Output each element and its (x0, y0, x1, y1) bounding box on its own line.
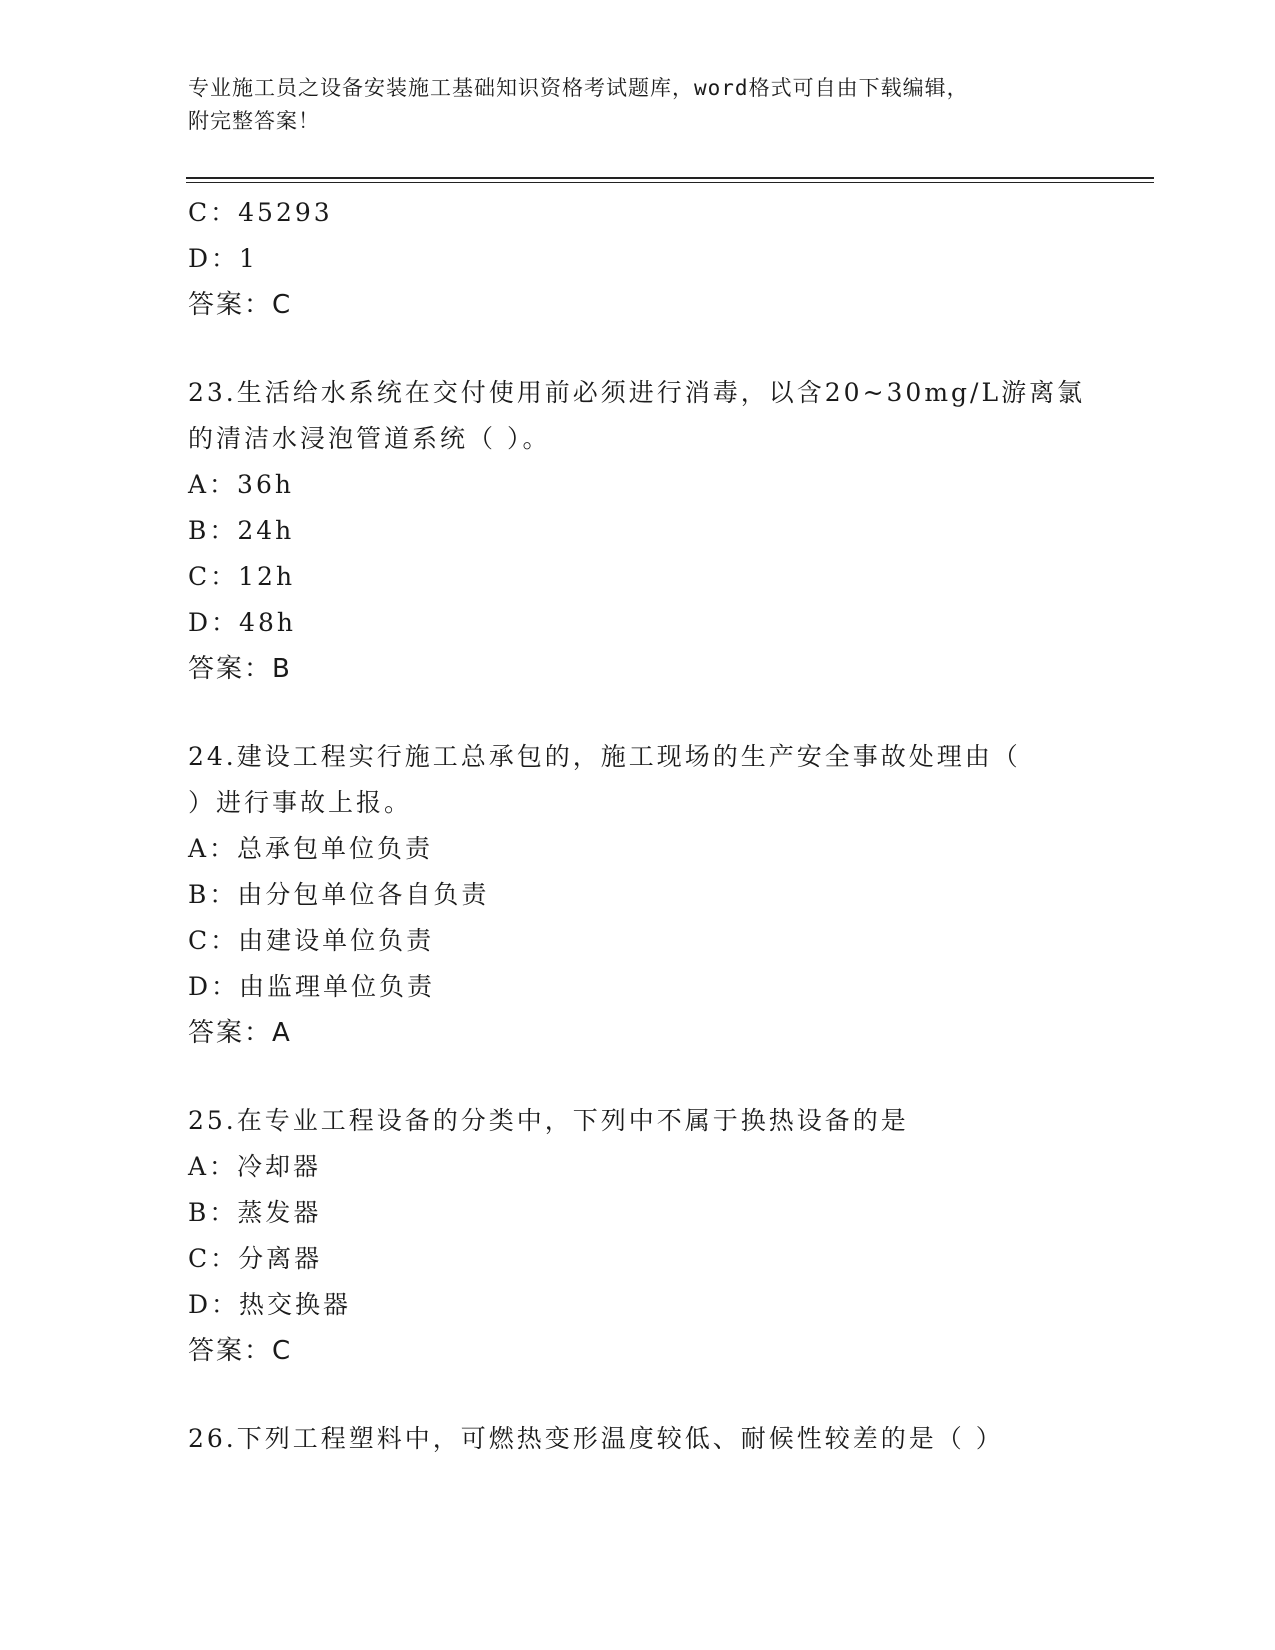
header-line-2: 附完整答案！ (188, 109, 320, 133)
header-line-1: 专业施工员之设备安装施工基础知识资格考试题库，word格式可自由下载编辑， (188, 76, 969, 100)
option-c: C：45293 (188, 198, 333, 227)
question-24 (188, 734, 1088, 1056)
option-a: A：36h (188, 470, 294, 499)
question-stem-continued: ）进行事故上报。 (188, 788, 413, 817)
question-stem-continued: 的清洁水浸泡管道系统（ ）。 (188, 424, 551, 453)
question-25 (188, 1098, 1088, 1374)
question-stem: 23.生活给水系统在交付使用前必须进行消毒，以含20~30mg/L游离氯 (188, 378, 1086, 407)
option-b: B：由分包单位各自负责 (188, 880, 490, 909)
option-d: D：48h (188, 608, 296, 637)
answer: 答案：C (188, 1336, 293, 1366)
option-a: A：总承包单位负责 (188, 834, 434, 863)
question-stem: 26.下列工程塑料中，可燃热变形温度较低、耐候性较差的是（ ） (188, 1424, 1004, 1453)
option-d: D：由监理单位负责 (188, 972, 436, 1001)
option-a: A：冷却器 (188, 1152, 322, 1181)
question-23 (188, 370, 1088, 692)
question-list (188, 190, 1088, 1462)
header-divider-bottom (186, 182, 1154, 183)
option-c: C：分离器 (188, 1244, 323, 1273)
option-d: D：热交换器 (188, 1290, 352, 1319)
previous-question-tail (188, 190, 1088, 328)
answer: 答案：C (188, 290, 293, 320)
option-b: B：24h (188, 516, 295, 545)
option-d: D：1 (188, 244, 258, 273)
option-c: C：由建设单位负责 (188, 926, 435, 955)
answer: 答案：A (188, 1018, 292, 1048)
option-b: B：蒸发器 (188, 1198, 322, 1227)
document-header (188, 72, 1088, 138)
question-stem: 24.建设工程实行施工总承包的，施工现场的生产安全事故处理由（ (188, 742, 1021, 771)
option-c: C：12h (188, 562, 296, 591)
question-stem: 25.在专业工程设备的分类中，下列中不属于换热设备的是 (188, 1106, 909, 1135)
answer: 答案：B (188, 654, 292, 684)
header-divider-top (186, 177, 1154, 179)
question-26 (188, 1416, 1088, 1462)
